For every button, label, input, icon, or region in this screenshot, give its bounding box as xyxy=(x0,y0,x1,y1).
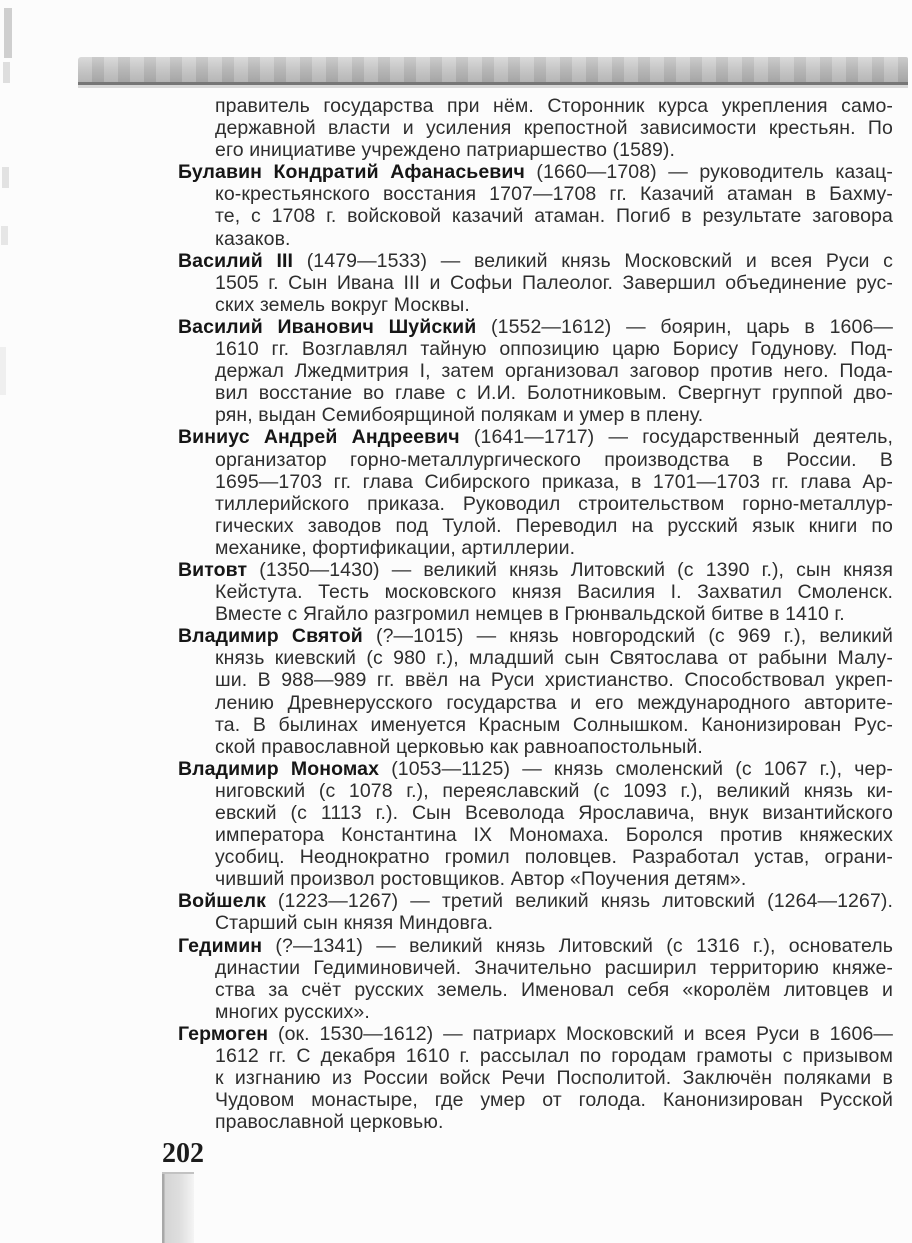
entry-term: Василий III xyxy=(178,249,294,272)
binding-shadow xyxy=(162,1172,194,1243)
entry-term: Владимир Святой xyxy=(178,625,363,648)
scan-artifact xyxy=(2,167,9,188)
text-line: 1695—1703 гг. глава Сибирского приказа, в 1701—1703 гг. глава Ар- xyxy=(215,470,893,493)
text-line: усобиц. Неоднократно громил половцев. Разработал устав, ограни- xyxy=(215,846,893,869)
continuation-paragraph xyxy=(178,95,893,161)
dictionary-entry xyxy=(178,559,893,625)
entry-term: Василий Иванович Шуйский xyxy=(178,315,477,338)
text-line: 1612 гг. С декабря 1610 г. рассылал по городам грамоты с призывом xyxy=(215,1045,893,1068)
text-line: механике, фортификации, артиллерии. xyxy=(215,536,576,559)
text-line: организатор горно-металлургического производства в России. В xyxy=(215,448,893,471)
text-line: Владимир Мономах (1053—1125) — князь смоленский (с 1067 г.), чер- xyxy=(178,757,894,780)
entry-term: Владимир Мономах xyxy=(178,757,380,780)
text-line: Чудовом монастыре, где умер от голода. Канонизирован Русской xyxy=(215,1089,893,1112)
text-line: рян, выдан Семибоярщиной полякам и умер в плену. xyxy=(215,404,704,427)
text-line: Виниус Андрей Андреевич (1641—1717) — государственный деятель, xyxy=(178,426,893,449)
text-line: князь киевский (с 980 г.), младший сын Святослава от рабыни Малу- xyxy=(215,647,893,670)
text-line: казаков. xyxy=(215,227,291,250)
text-line: его инициативе учреждено патриаршество (1589). xyxy=(215,139,676,162)
text-line: та. В былинах именуется Красным Солнышком. Канонизирован Рус- xyxy=(215,713,893,736)
text-line: держал Лжедмитрия I, затем организовал заговор против него. Пода- xyxy=(215,360,893,383)
text-line: гических заводов под Тулой. Переводил на русский язык книги по xyxy=(215,514,893,537)
entry-term: Гедимин xyxy=(178,934,263,957)
page-number: 202 xyxy=(162,1138,204,1169)
dictionary-entry xyxy=(178,426,893,559)
entry-term: Виниус Андрей Андреевич xyxy=(178,426,460,449)
dictionary-entry xyxy=(178,1023,893,1133)
text-line: ских земель вокруг Москвы. xyxy=(215,293,470,316)
text-line: православной церковью. xyxy=(215,1111,444,1134)
text-line: Гедимин (?—1341) — великий князь Литовский (с 1316 г.), основатель xyxy=(178,934,893,957)
text-line: Владимир Святой (?—1015) — князь новгородский (с 969 г.), великий xyxy=(178,625,893,648)
text-line: ской православной церковью как равноапостольный. xyxy=(215,735,703,758)
text-line: Вместе с Ягайло разгромил немцев в Грюнвальдской битве в 1410 г. xyxy=(215,603,845,626)
text-line: императора Константина IX Мономаха. Боролся против княжеских xyxy=(215,824,893,847)
entry-term: Войшелк xyxy=(178,890,266,913)
text-line: чивший произвол ростовщиков. Автор «Поучения детям». xyxy=(215,868,747,891)
dictionary-entry xyxy=(178,250,893,316)
text-line: ниговский (с 1078 г.), переяславский (с 1093 г.), великий князь ки- xyxy=(215,779,893,802)
scan-artifact xyxy=(3,62,10,83)
text-line: Витовт (1350—1430) — великий князь Литовский (с 1390 г.), сын князя xyxy=(178,558,893,581)
text-line: Булавин Кондратий Афанасьевич (1660—1708) — руководитель казац- xyxy=(178,161,893,184)
text-line: Василий III (1479—1533) — великий князь Московский и всея Руси с xyxy=(178,249,893,272)
text-line: евский (с 1113 г.). Сын Всеволода Ярославича, внук византийского xyxy=(215,802,893,824)
scan-artifact xyxy=(1,226,8,245)
dictionary-entry xyxy=(178,625,893,758)
dictionary-entry xyxy=(178,316,893,426)
scan-artifact xyxy=(0,347,6,395)
text-line: Гермоген (ок. 1530—1612) — патриарх Московский и всея Руси в 1606— xyxy=(178,1022,893,1045)
text-line: ко-крестьянского восстания 1707—1708 гг. Казачий атаман в Бахму- xyxy=(215,183,893,206)
entry-term: Булавин Кондратий Афанасьевич xyxy=(178,161,525,184)
text-line: вил восстание во главе с И.И. Болотниковым. Свергнут группой дво- xyxy=(215,382,893,405)
text-line: лению Древнерусского государства и его международного авторите- xyxy=(215,691,893,714)
text-line: 1610 гг. Возглавлял тайную оппозицию царю Борису Годунову. Под- xyxy=(215,338,893,361)
entry-term: Витовт xyxy=(178,558,248,581)
dictionary-entry xyxy=(178,935,893,1023)
dictionary-entry xyxy=(178,758,893,891)
text-line: династии Гедиминовичей. Значительно расширил территорию княже- xyxy=(215,956,893,979)
text-line: Войшелк (1223—1267) — третий великий князь литовский (1264—1267). xyxy=(178,890,893,913)
text-line: тиллерийского приказа. Руководил строительством горно-металлур- xyxy=(215,492,893,515)
dictionary-entry xyxy=(178,161,893,249)
text-line: многих русских». xyxy=(215,1000,370,1023)
text-line: 1505 г. Сын Ивана III и Софьи Палеолог. Завершил объединение рус- xyxy=(215,271,893,294)
text-line: ши. В 988—989 гг. ввёл на Руси христианство. Способствовал укреп- xyxy=(215,669,893,692)
text-line: ства за счёт русских земель. Именовал себя «королём литовцев и xyxy=(215,978,893,1001)
text-line: те, с 1708 г. войсковой казачий атаман. Погиб в результате заговора xyxy=(215,205,893,228)
page-header-band xyxy=(78,57,908,85)
text-line: Старший сын князя Миндовга. xyxy=(215,912,494,935)
scan-artifact xyxy=(4,8,12,58)
text-line: Василий Иванович Шуйский (1552—1612) — боярин, царь в 1606— xyxy=(178,315,893,338)
dictionary-entry xyxy=(178,890,893,934)
text-line: к изгнанию из России войск Речи Посполитой. Заключён поляками в xyxy=(215,1067,893,1090)
text-line: правитель государства при нём. Сторонник курса укрепления само- xyxy=(215,95,893,117)
text-line: Кейстута. Тесть московского князя Василия I. Захватил Смоленск. xyxy=(215,581,893,604)
entry-term: Гермоген xyxy=(178,1022,269,1045)
text-line: державной власти и усиления крепостной зависимости крестьян. По xyxy=(215,117,893,140)
dictionary-text-block xyxy=(178,95,893,1133)
